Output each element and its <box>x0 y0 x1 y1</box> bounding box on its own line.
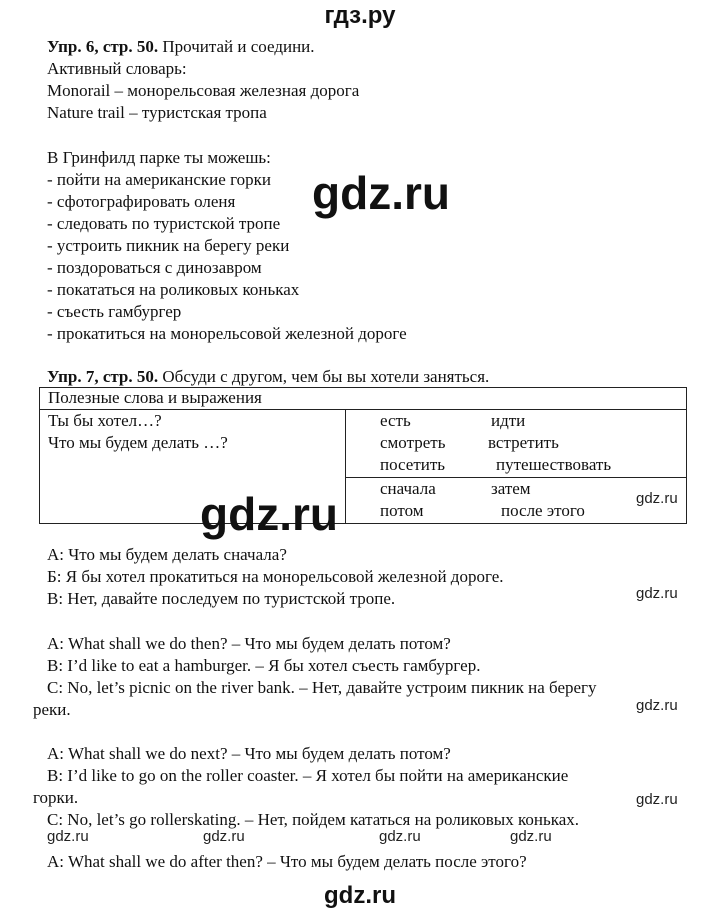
dialogue-line: A: What shall we do next? – Что мы будем делать потом? <box>47 744 451 763</box>
sequence-word: сначала <box>380 479 436 498</box>
ex6-vocab-item: Monorail – монорельсовая железная дорога <box>47 81 360 100</box>
dialogue-line: B: I’d like to go on the roller coaster. – Я хотел бы пойти на американские <box>47 766 569 785</box>
watermark-small: gdz.ru <box>47 828 89 845</box>
ex6-list-item: - пойти на американские горки <box>47 170 271 189</box>
ex7-title-rest: Обсуди с другом, чем бы вы хотели заняться. <box>158 367 490 386</box>
ex7-title-bold: Упр. 7, стр. 50. <box>47 367 159 386</box>
dialogue-line: А: Что мы будем делать сначала? <box>47 545 287 564</box>
ex6-intro: В Гринфилд парке ты можешь: <box>47 148 271 167</box>
phrase: Ты бы хотел…? <box>48 411 162 430</box>
watermark-small: gdz.ru <box>636 791 678 808</box>
phrase: Что мы будем делать …? <box>48 433 228 452</box>
ex6-title-bold: Упр. 6, стр. 50. <box>47 37 159 56</box>
ex6-list-item: - покататься на роликовых коньках <box>47 280 300 299</box>
sequence-word: затем <box>491 479 531 498</box>
watermark-small: gdz.ru <box>510 828 552 845</box>
verbs-cell <box>346 410 687 478</box>
verb-word: путешествовать <box>496 455 612 474</box>
dialogue-line: В: Нет, давайте последуем по туристской тропе. <box>47 589 396 608</box>
ex6-list-item: - сфотографировать оленя <box>47 192 236 211</box>
dialogue-line: горки. <box>33 788 79 807</box>
dialogue-line: C: No, let’s go rollerskating. – Нет, пойдем кататься на роликовых коньках. <box>47 810 579 829</box>
sequence-word: потом <box>380 501 424 520</box>
phrases-table <box>39 387 687 524</box>
watermark-large: gdz.ru <box>312 167 450 219</box>
ex6-list-item: - устроить пикник на берегу реки <box>47 236 290 255</box>
site-header: гдз.ру <box>324 2 396 29</box>
watermark-small: gdz.ru <box>203 828 245 845</box>
dialogue-line: A: What shall we do then? – Что мы будем делать потом? <box>47 634 451 653</box>
dialogue-line: A: What shall we do after then? – Что мы будем делать после этого? <box>47 852 527 871</box>
ex6-title <box>47 36 315 58</box>
ex6-list-item: - съесть гамбургер <box>47 302 182 321</box>
verbs-row <box>346 433 686 455</box>
ex6-list-item: - следовать по туристской тропе <box>47 214 281 233</box>
verb-word: есть <box>380 411 411 430</box>
dialogue-line: Б: Я бы хотел прокатиться на монорельсовой железной дороге. <box>47 567 504 586</box>
verb-word: смотреть <box>380 433 446 452</box>
ex6-list-item: - прокатиться на монорельсовой железной дороге <box>47 324 407 343</box>
verb-word: посетить <box>380 455 446 474</box>
ex6-list-item: - поздороваться с динозавром <box>47 258 262 277</box>
verbs-row <box>346 455 686 477</box>
site-footer: gdz.ru <box>324 882 396 909</box>
dialogue-line: C: No, let’s picnic on the river bank. – Нет, давайте устроим пикник на берегу <box>47 678 597 697</box>
verb-word: идти <box>491 411 526 430</box>
ex7-title <box>47 366 489 388</box>
watermark-small: gdz.ru <box>636 585 678 602</box>
phrases-table-heading: Полезные слова и выражения <box>40 388 687 410</box>
sequence-row <box>346 479 686 501</box>
watermark-small: gdz.ru <box>636 697 678 714</box>
ex6-vocab-item: Nature trail – туристская тропа <box>47 103 267 122</box>
watermark-large: gdz.ru <box>200 488 338 540</box>
ex6-title-rest: Прочитай и соедини. <box>158 37 315 56</box>
sequence-word: после этого <box>501 501 585 520</box>
verb-word: встретить <box>488 433 559 452</box>
ex6-vocab-heading: Активный словарь: <box>47 59 187 78</box>
verbs-row <box>346 411 686 433</box>
dialogue-line: B: I’d like to eat a hamburger. – Я бы хотел съесть гамбургер. <box>47 656 481 675</box>
dialogue-line: реки. <box>33 700 71 719</box>
sequence-row <box>346 501 686 523</box>
watermark-small: gdz.ru <box>379 828 421 845</box>
watermark-small: gdz.ru <box>636 490 678 507</box>
